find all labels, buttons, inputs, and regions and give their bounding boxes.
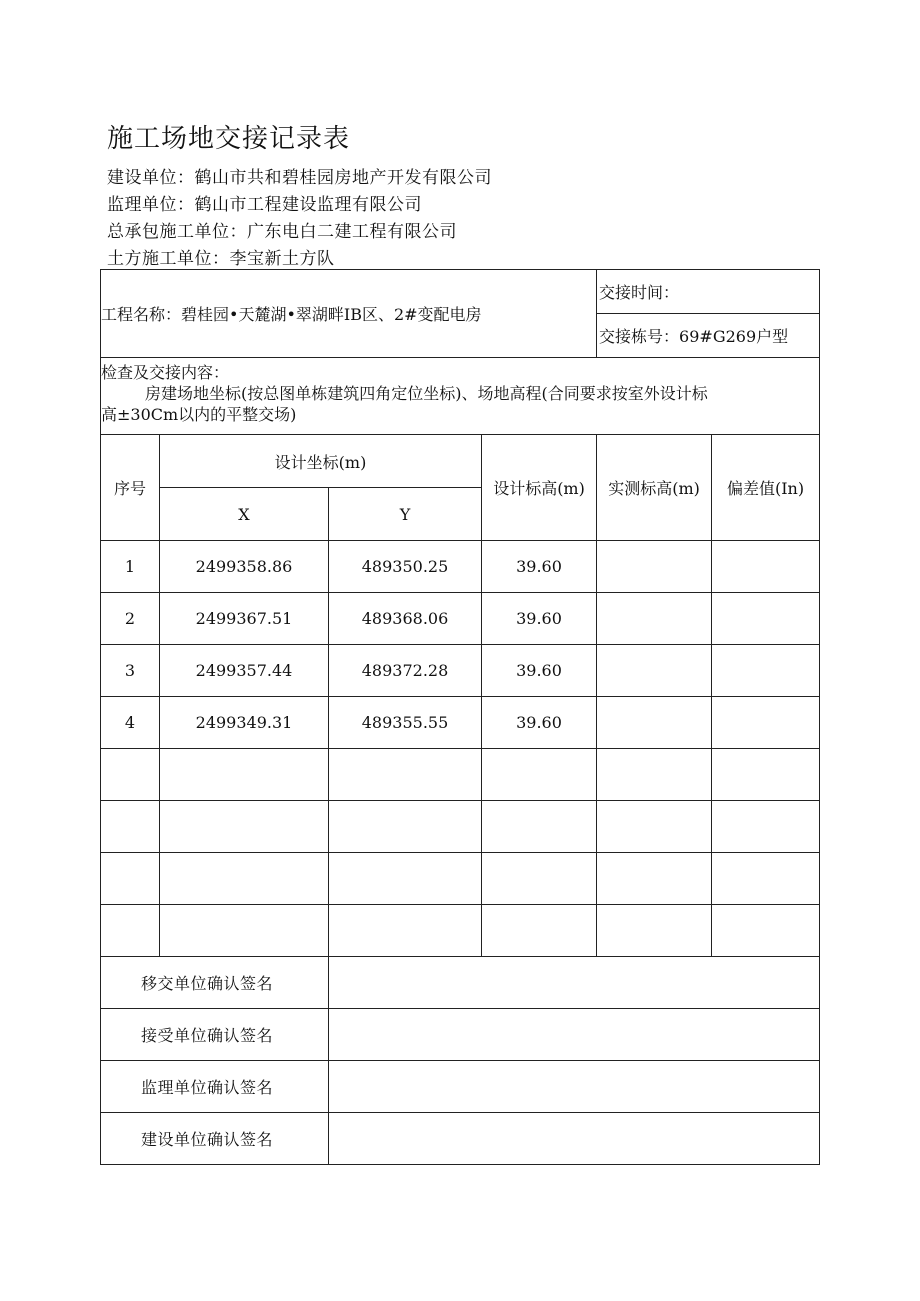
row-measured [597,645,712,697]
row-dev [712,801,820,853]
construction-unit: 建设单位：鹤山市共和碧桂园房地产开发有限公司 [107,168,492,188]
col-design-elev: 设计标高(m) [482,435,597,541]
row-x: 2499349.31 [160,697,329,749]
row-elev: 39.60 [482,593,597,645]
receive-signature-label: 接受单位确认签名 [101,1009,329,1061]
col-x: X [160,488,329,541]
row-no: 3 [101,645,160,697]
row-y [329,801,482,853]
row-measured [597,697,712,749]
row-measured [597,801,712,853]
row-x [160,801,329,853]
row-y: 489368.06 [329,593,482,645]
col-index: 序号 [101,435,160,541]
row-no: 2 [101,593,160,645]
row-no [101,905,160,957]
construction-signature-label: 建设单位确认签名 [101,1113,329,1165]
row-y: 489350.25 [329,541,482,593]
row-elev: 39.60 [482,697,597,749]
inspection-line-2: 高±30Cm以内的平整交场) [101,405,297,424]
handover-time: 交接时间： [597,270,820,314]
inspection-heading: 检查及交接内容： [101,363,230,382]
col-y: Y [329,488,482,541]
row-y [329,749,482,801]
construction-signature-field[interactable] [329,1113,820,1165]
earthwork-unit: 土方施工单位：李宝新土方队 [107,249,335,269]
row-measured [597,905,712,957]
handover-table [100,269,820,1165]
row-dev [712,749,820,801]
row-elev [482,853,597,905]
row-no [101,749,160,801]
supervision-signature-label: 监理单位确认签名 [101,1061,329,1113]
table-row [101,541,820,593]
supervision-signature-field[interactable] [329,1061,820,1113]
row-elev [482,905,597,957]
table-row [101,645,820,697]
row-measured [597,593,712,645]
row-elev: 39.60 [482,645,597,697]
col-measured-elev: 实测标高(m) [597,435,712,541]
row-no [101,801,160,853]
row-y: 489372.28 [329,645,482,697]
row-x: 2499358.86 [160,541,329,593]
row-no: 4 [101,697,160,749]
row-y: 489355.55 [329,697,482,749]
project-name: 工程名称：碧桂园•天麓湖•翠湖畔IB区、2#变配电房 [101,270,597,358]
inspection-line-1: 房建场地坐标(按总图单栋建筑四角定位坐标)、场地高程(合同要求按室外设计标 [145,384,708,403]
row-dev [712,645,820,697]
inspection-content [101,358,820,435]
row-no: 1 [101,541,160,593]
receive-signature-field[interactable] [329,1009,820,1061]
row-dev [712,697,820,749]
col-deviation: 偏差值(In) [712,435,820,541]
page-title: 施工场地交接记录表 [107,124,351,154]
row-dev [712,593,820,645]
transfer-signature-label: 移交单位确认签名 [101,957,329,1009]
row-measured [597,541,712,593]
row-no [101,853,160,905]
row-measured [597,853,712,905]
row-elev [482,749,597,801]
general-contractor: 总承包施工单位：广东电白二建工程有限公司 [107,222,457,242]
building-number: 交接栋号：69#G269户型 [597,314,820,358]
table-row [101,801,820,853]
table-row [101,593,820,645]
row-dev [712,905,820,957]
row-x [160,749,329,801]
row-measured [597,749,712,801]
row-dev [712,853,820,905]
transfer-signature-field[interactable] [329,957,820,1009]
row-x: 2499357.44 [160,645,329,697]
row-y [329,853,482,905]
table-row [101,697,820,749]
row-elev: 39.60 [482,541,597,593]
row-x: 2499367.51 [160,593,329,645]
supervision-unit: 监理单位：鹤山市工程建设监理有限公司 [107,195,422,215]
row-x [160,905,329,957]
row-dev [712,541,820,593]
table-row [101,749,820,801]
row-y [329,905,482,957]
table-row [101,853,820,905]
col-design-coord: 设计坐标(m) [160,435,482,488]
row-x [160,853,329,905]
table-row [101,905,820,957]
row-elev [482,801,597,853]
